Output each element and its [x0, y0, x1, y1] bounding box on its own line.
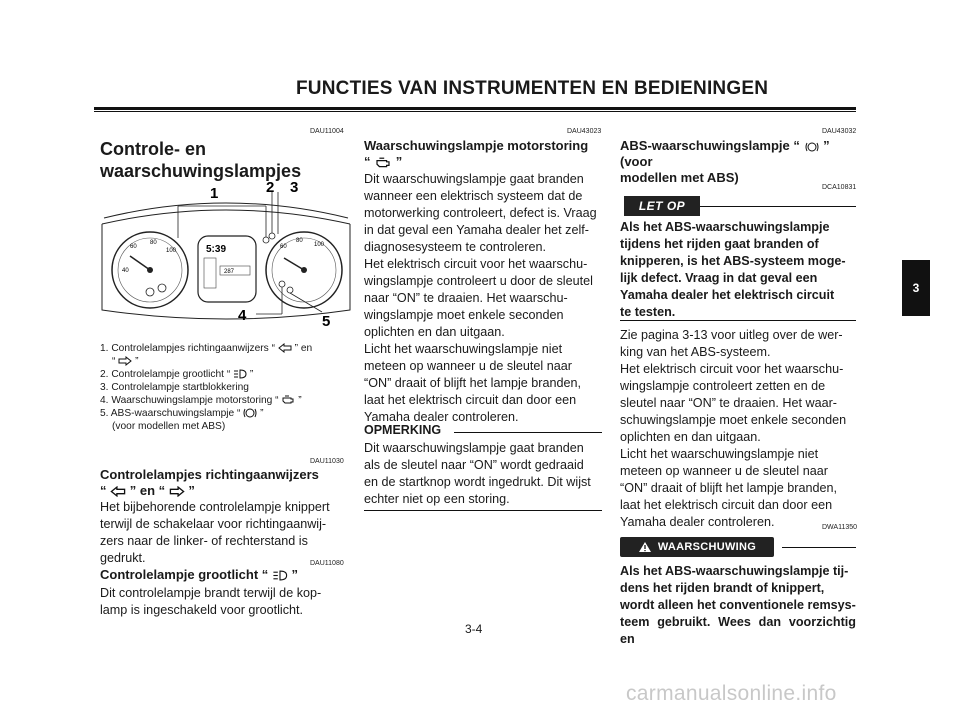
warning-triangle-icon — [638, 541, 652, 553]
caption-3: 3. Controlelampje startblokkering — [100, 382, 249, 393]
speed-tick: 100 — [314, 242, 325, 248]
subheading-turn-signal: Controlelampjes richtingaanwijzers “ ” en “ ” — [100, 467, 319, 498]
caution-end-rule — [620, 320, 856, 321]
subheading-abs: ABS-waarschuwingslampje “ ” (voor modellen met ABS) — [620, 138, 830, 185]
caution-label: LET OP — [624, 196, 700, 216]
caption-1-cont: “ ” — [112, 356, 139, 367]
high-beam-icon — [272, 570, 288, 581]
speed-tick: 60 — [280, 244, 287, 250]
figure-label-5: 5 — [322, 313, 331, 330]
ref-code: DAU11080 — [310, 560, 344, 567]
panel-indicator-lamp — [158, 284, 166, 292]
caption-4: 4. Waarschuwingslampje motorstoring “ ” — [100, 395, 302, 406]
lamp-abs — [287, 287, 293, 293]
chapter-tab[interactable]: 3 — [902, 260, 930, 316]
paragraph-abs: Zie pagina 3-13 voor uitleg over de wer- king van het ABS-systeem. Het elektrisch circuit voor het waarschu- wingslampje controleert zetten en de sleutel naar “ON” te draaien. Het waar- schuwingslampje moet enkele seconden oplichten en dan uitgaan. Licht het waarschuwingslampje niet meteen op wanneer u de sleutel naar “ON” draait of blijft het lampje branden, laat het elektrisch circuit dan door een Yamaha dealer controleren. — [620, 328, 847, 529]
engine-icon — [374, 157, 392, 169]
ref-code: DAU11030 — [310, 458, 344, 465]
figure-label-2: 2 — [266, 179, 275, 196]
caption-2: 2. Controlelampje grootlicht “ ” — [100, 369, 254, 380]
figure-label-4: 4 — [238, 307, 247, 324]
figure-captions — [100, 342, 360, 433]
tach-tick: 80 — [150, 240, 157, 246]
abs-icon — [243, 407, 257, 419]
header-rule-thin — [94, 111, 856, 112]
lamp-turn-left — [263, 237, 269, 243]
subheading-high-beam: Controlelampje grootlicht “ ” — [100, 567, 299, 582]
paragraph-high-beam: Dit controlelampje brandt terwijl de kop- lamp is ingeschakeld voor grootlicht. — [100, 586, 322, 617]
caution-text: Als het ABS-waarschuwingslampje tijdens het rijden gaat branden of knipperen, is het ABS-systeem moge- lijk defect. Vraag in dat geval een Yamaha dealer het elektrisch circuit te testen. — [620, 220, 846, 319]
caption-5-cont: (voor modellen met ABS) — [112, 421, 226, 432]
page-number: 3-4 — [465, 622, 483, 636]
ref-code: DAU43032 — [822, 128, 857, 135]
tach-tick: 100 — [166, 248, 177, 254]
instrument-panel-figure — [100, 178, 352, 336]
section-title-line: waarschuwingslampjes — [100, 161, 302, 181]
watermark: carmanualsonline.info — [626, 682, 837, 705]
caption-1: 1. Controlelampjes richtingaanwijzers “ ” en — [100, 343, 313, 354]
note-text: Dit waarschuwingslampje gaat branden als de sleutel naar “ON” wordt gedraaid en de startknop wordt ingedrukt. Dit wijst echter niet op een storing. — [364, 441, 591, 506]
speed-tick: 80 — [296, 238, 303, 244]
ref-code: DCA10831 — [822, 184, 857, 191]
paragraph-turn-signal: Het bijbehorende controlelampje knippert terwijl de schakelaar voor richtingaanwij- zers naar de linker- of rechterstand is gedrukt. — [100, 500, 330, 565]
engine-icon — [281, 395, 295, 405]
header-rule — [94, 107, 856, 110]
warning-label: WAARSCHUWING — [620, 537, 774, 557]
turn-right-icon — [118, 356, 132, 366]
caption-5: 5. ABS-waarschuwingslampje “ ” — [100, 408, 264, 419]
turn-left-icon — [278, 343, 292, 353]
turn-right-icon — [169, 486, 185, 497]
turn-left-icon — [110, 486, 126, 497]
speedometer-needle — [284, 258, 304, 270]
fuel-gauge — [204, 258, 216, 288]
note-heading: OPMERKING — [364, 423, 442, 437]
paragraph-engine-trouble: Dit waarschuwingslampje gaat branden wanneer een elektrisch systeem dat de motorwerking controleert, defect is. Vraag in dat geval een Yamaha dealer het zelf- diagnosesysteem te controleren. Het elektrisch circuit voor het waarschu- wingslampje controleert u door de sleutel naar “ON” te draaien. Het waarschu- wingslampje moet enkele seconden oplichten en dan uitgaan. Licht het waarschuwingslampje niet meteen op wanneer u de sleutel naar “ON” draait of blijft het lampje branden, laat het elektrisch circuit dan door een Yamaha dealer controleren. — [364, 172, 597, 424]
section-title-line: Controle- en — [100, 139, 206, 159]
ref-code: DWA11350 — [822, 524, 858, 531]
figure-label-3: 3 — [290, 179, 299, 196]
warning-text: Als het ABS-waarschuwingslampje tij- dens het rijden brandt of knippert, wordt alleen het conventionele remsys- teem gebruikt. Wees dan voorzichtig en — [620, 564, 856, 646]
speedometer-hub — [301, 267, 307, 273]
panel-indicator-lamp — [146, 288, 154, 296]
high-beam-icon — [233, 369, 247, 379]
lamp-engine-trouble — [279, 281, 285, 287]
ref-code: DAU11004 — [310, 128, 344, 135]
tach-tick: 40 — [122, 268, 129, 274]
abs-icon — [804, 141, 820, 153]
leader-line-5 — [290, 293, 322, 312]
ref-code: DAU43023 — [567, 128, 602, 135]
caution-rule — [700, 206, 856, 207]
figure-label-1: 1 — [210, 185, 219, 202]
warning-rule — [782, 547, 856, 548]
section-title — [100, 138, 301, 182]
panel-top-edge-inner — [102, 210, 350, 224]
tachometer-hub — [147, 267, 153, 273]
tachometer-needle — [130, 256, 150, 270]
page-header-title: FUNCTIES VAN INSTRUMENTEN EN BEDIENINGEN — [296, 78, 769, 99]
lcd-clock: 5:39 — [206, 244, 227, 255]
note-rule — [454, 432, 602, 433]
tach-tick: 60 — [130, 244, 137, 250]
note-end-rule — [364, 510, 602, 511]
subheading-engine-trouble: Waarschuwingslampje motorstoring “ ” — [364, 138, 589, 169]
lamp-high-beam — [269, 233, 275, 239]
odometer-value: 287 — [224, 269, 235, 275]
